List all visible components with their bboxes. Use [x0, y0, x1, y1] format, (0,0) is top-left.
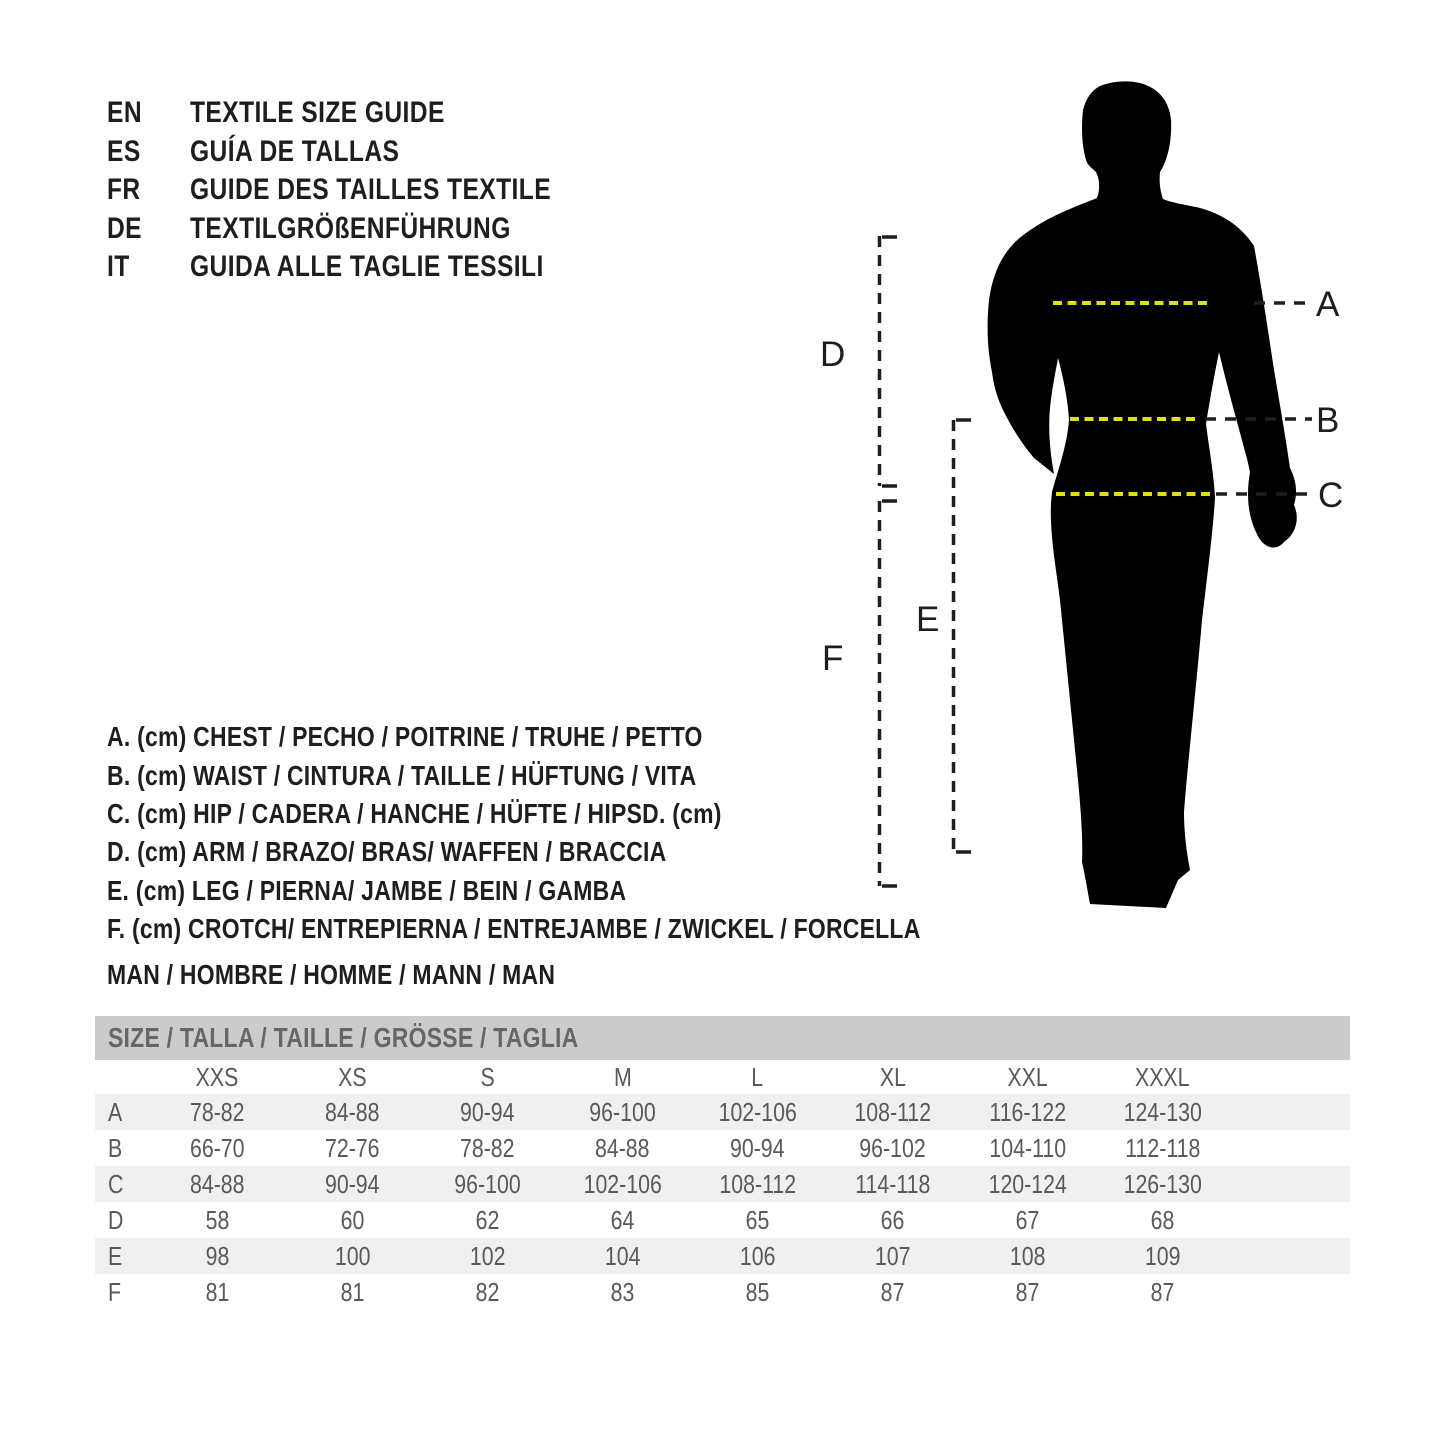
- column-header-text: XS: [338, 1061, 367, 1092]
- cell-value: 60: [340, 1204, 365, 1235]
- legend-text: A. (cm) CHEST / PECHO / POITRINE / TRUHE / PETTO: [107, 721, 703, 753]
- table-cell: [150, 1097, 285, 1128]
- table-cell: [285, 1133, 420, 1164]
- arm-measure-line-d: [880, 236, 898, 486]
- cell-value: 114-118: [854, 1168, 931, 1199]
- measure-label-e: E: [916, 600, 940, 639]
- legend-item-hip: [107, 795, 1099, 833]
- table-cell: [285, 1205, 420, 1236]
- cell-value: 96-100: [589, 1096, 656, 1127]
- legend-item-leg: [107, 872, 1099, 910]
- cell-value: 81: [340, 1276, 365, 1307]
- table-cell: [960, 1133, 1095, 1164]
- row-label: [95, 1097, 150, 1128]
- measure-label-c: C: [1318, 476, 1344, 515]
- measure-label-f: F: [822, 639, 844, 678]
- cell-value: 108-112: [719, 1168, 796, 1199]
- table-cell: [555, 1169, 690, 1200]
- cell-value: 102-106: [718, 1096, 797, 1127]
- column-header-xxl: [960, 1062, 1095, 1093]
- table-cell: [825, 1097, 960, 1128]
- table-cell: [825, 1133, 960, 1164]
- column-header-xxs: [150, 1062, 285, 1093]
- cell-value: 120-124: [988, 1168, 1067, 1199]
- cell-value: 81: [205, 1276, 230, 1307]
- cell-value: 68: [1150, 1204, 1175, 1235]
- language-code-text: EN: [107, 96, 143, 130]
- legend-text: C. (cm) HIP / CADERA / HANCHE / HÜFTE / HIPSD. (cm): [107, 797, 722, 829]
- cell-value: 83: [610, 1276, 635, 1307]
- table-cell: [285, 1169, 420, 1200]
- table-cell: [1095, 1133, 1230, 1164]
- cell-value: 109: [1144, 1240, 1181, 1271]
- table-cell: [690, 1169, 825, 1200]
- legend-item-chest: [107, 718, 1099, 756]
- cell-value: 84-88: [190, 1168, 245, 1199]
- table-cell: [285, 1241, 420, 1272]
- table-cell: [960, 1277, 1095, 1308]
- table-row-e: [95, 1238, 1350, 1274]
- language-code-text: DE: [107, 211, 143, 245]
- table-cell: [555, 1241, 690, 1272]
- table-cell: [690, 1241, 825, 1272]
- column-header-m: [555, 1062, 690, 1093]
- table-cell: [960, 1205, 1095, 1236]
- column-header-xs: [285, 1062, 420, 1093]
- cell-value: 90-94: [460, 1096, 515, 1127]
- cell-value: 108-112: [854, 1096, 931, 1127]
- row-label: [95, 1277, 150, 1308]
- table-cell: [1095, 1205, 1230, 1236]
- column-header-xxxl: [1095, 1062, 1230, 1093]
- legend-text: D. (cm) ARM / BRAZO/ BRAS/ WAFFEN / BRACCIA: [107, 836, 667, 868]
- table-cell: [420, 1169, 555, 1200]
- cell-value: 65: [745, 1204, 770, 1235]
- guide-title-text: GUIDA ALLE TAGLIE TESSILI: [190, 250, 544, 284]
- measurement-legend: [107, 718, 1099, 948]
- legend-text: B. (cm) WAIST / CINTURA / TAILLE / HÜFTUNG / VITA: [107, 759, 697, 791]
- table-cell: [285, 1097, 420, 1128]
- column-header-text: XXL: [1007, 1061, 1048, 1092]
- table-cell: [420, 1205, 555, 1236]
- legend-item-waist: [107, 756, 1099, 794]
- table-cell: [1095, 1169, 1230, 1200]
- cell-value: 66: [880, 1204, 905, 1235]
- row-label-text: F: [108, 1276, 122, 1307]
- column-header-text: M: [613, 1061, 632, 1092]
- category-man-line: [107, 956, 654, 994]
- cell-value: 107: [874, 1240, 911, 1271]
- legend-text: F. (cm) CROTCH/ ENTREPIERNA / ENTREJAMBE / ZWICKEL / FORCELLA: [107, 913, 921, 945]
- table-row-a: [95, 1094, 1350, 1130]
- language-code-text: IT: [107, 250, 130, 284]
- table-cell: [690, 1277, 825, 1308]
- column-header-xl: [825, 1062, 960, 1093]
- cell-value: 96-100: [454, 1168, 521, 1199]
- measure-label-b: B: [1316, 401, 1340, 440]
- cell-value: 78-82: [460, 1132, 515, 1163]
- size-table-title: SIZE / TALLA / TAILLE / GRÖSSE / TAGLIA: [108, 1022, 579, 1053]
- column-header-text: XXS: [196, 1061, 239, 1092]
- table-cell: [960, 1169, 1095, 1200]
- cell-value: 58: [205, 1204, 230, 1235]
- table-cell: [285, 1277, 420, 1308]
- cell-value: 87: [1150, 1276, 1175, 1307]
- table-row-b: [95, 1130, 1350, 1166]
- table-cell: [1095, 1241, 1230, 1272]
- table-cell: [420, 1097, 555, 1128]
- table-cell: [420, 1277, 555, 1308]
- table-cell: [825, 1169, 960, 1200]
- cell-value: 90-94: [730, 1132, 785, 1163]
- table-row-d: [95, 1202, 1350, 1238]
- cell-value: 82: [475, 1276, 500, 1307]
- cell-value: 116-122: [989, 1096, 1066, 1127]
- table-cell: [960, 1097, 1095, 1128]
- guide-title-text: GUIDE DES TAILLES TEXTILE: [190, 173, 552, 207]
- row-label-text: D: [108, 1204, 124, 1235]
- row-label: [95, 1133, 150, 1164]
- cell-value: 126-130: [1123, 1168, 1202, 1199]
- row-label-text: B: [108, 1132, 123, 1163]
- measure-label-d: D: [820, 335, 846, 374]
- table-cell: [690, 1205, 825, 1236]
- cell-value: 64: [610, 1204, 635, 1235]
- size-table-title-bar: [95, 1016, 1350, 1060]
- table-cell: [1095, 1277, 1230, 1308]
- category-man-text: MAN / HOMBRE / HOMME / MANN / MAN: [107, 959, 556, 990]
- table-cell: [150, 1241, 285, 1272]
- cell-value: 85: [745, 1276, 770, 1307]
- cell-value: 98: [205, 1240, 230, 1271]
- table-cell: [825, 1241, 960, 1272]
- legend-item-crotch: [107, 910, 1099, 948]
- table-cell: [555, 1097, 690, 1128]
- table-row-c: [95, 1166, 1350, 1202]
- row-label: [95, 1169, 150, 1200]
- cell-value: 106: [739, 1240, 776, 1271]
- table-cell: [420, 1241, 555, 1272]
- column-header-s: [420, 1062, 555, 1093]
- cell-value: 66-70: [190, 1132, 245, 1163]
- guide-title-text: GUÍA DE TALLAS: [190, 134, 400, 168]
- cell-value: 62: [475, 1204, 500, 1235]
- table-cell: [555, 1277, 690, 1308]
- cell-value: 96-102: [859, 1132, 926, 1163]
- table-cell: [960, 1241, 1095, 1272]
- cell-value: 104: [604, 1240, 641, 1271]
- language-code-text: ES: [107, 134, 141, 168]
- cell-value: 124-130: [1123, 1096, 1202, 1127]
- size-table: [95, 1016, 1350, 1310]
- column-header-text: L: [751, 1061, 764, 1092]
- column-header-text: S: [480, 1061, 495, 1092]
- cell-value: 104-110: [989, 1132, 1066, 1163]
- cell-value: 84-88: [595, 1132, 650, 1163]
- table-cell: [150, 1277, 285, 1308]
- table-cell: [150, 1169, 285, 1200]
- cell-value: 102: [469, 1240, 506, 1271]
- cell-value: 78-82: [190, 1096, 245, 1127]
- row-label: [95, 1241, 150, 1272]
- table-cell: [555, 1133, 690, 1164]
- row-label-text: E: [108, 1240, 123, 1271]
- language-code-text: FR: [107, 173, 141, 207]
- table-cell: [1095, 1097, 1230, 1128]
- guide-title-text: TEXTILE SIZE GUIDE: [190, 96, 445, 130]
- table-cell: [150, 1133, 285, 1164]
- table-cell: [555, 1205, 690, 1236]
- table-cell: [420, 1133, 555, 1164]
- table-cell: [825, 1277, 960, 1308]
- cell-value: 87: [1015, 1276, 1040, 1307]
- legend-item-arm: [107, 833, 1099, 871]
- size-table-columns-row: [95, 1060, 1350, 1094]
- guide-title-text: TEXTILGRÖßENFÜHRUNG: [190, 211, 511, 245]
- cell-value: 90-94: [325, 1168, 380, 1199]
- column-header-text: XXXL: [1135, 1061, 1190, 1092]
- cell-value: 87: [880, 1276, 905, 1307]
- measure-label-a: A: [1316, 285, 1340, 324]
- row-label-text: A: [108, 1096, 123, 1127]
- cell-value: 102-106: [583, 1168, 662, 1199]
- cell-value: 67: [1015, 1204, 1040, 1235]
- table-cell: [825, 1205, 960, 1236]
- cell-value: 84-88: [325, 1096, 380, 1127]
- cell-value: 112-118: [1124, 1132, 1201, 1163]
- row-label-text: C: [108, 1168, 124, 1199]
- table-row-f: [95, 1274, 1350, 1310]
- cell-value: 72-76: [325, 1132, 380, 1163]
- legend-text: E. (cm) LEG / PIERNA/ JAMBE / BEIN / GAMBA: [107, 874, 627, 906]
- table-cell: [690, 1133, 825, 1164]
- cell-value: 100: [334, 1240, 371, 1271]
- table-cell: [150, 1205, 285, 1236]
- table-cell: [690, 1097, 825, 1128]
- column-header-l: [690, 1062, 825, 1093]
- row-label: [95, 1205, 150, 1236]
- cell-value: 108: [1009, 1240, 1046, 1271]
- column-header-text: XL: [879, 1061, 906, 1092]
